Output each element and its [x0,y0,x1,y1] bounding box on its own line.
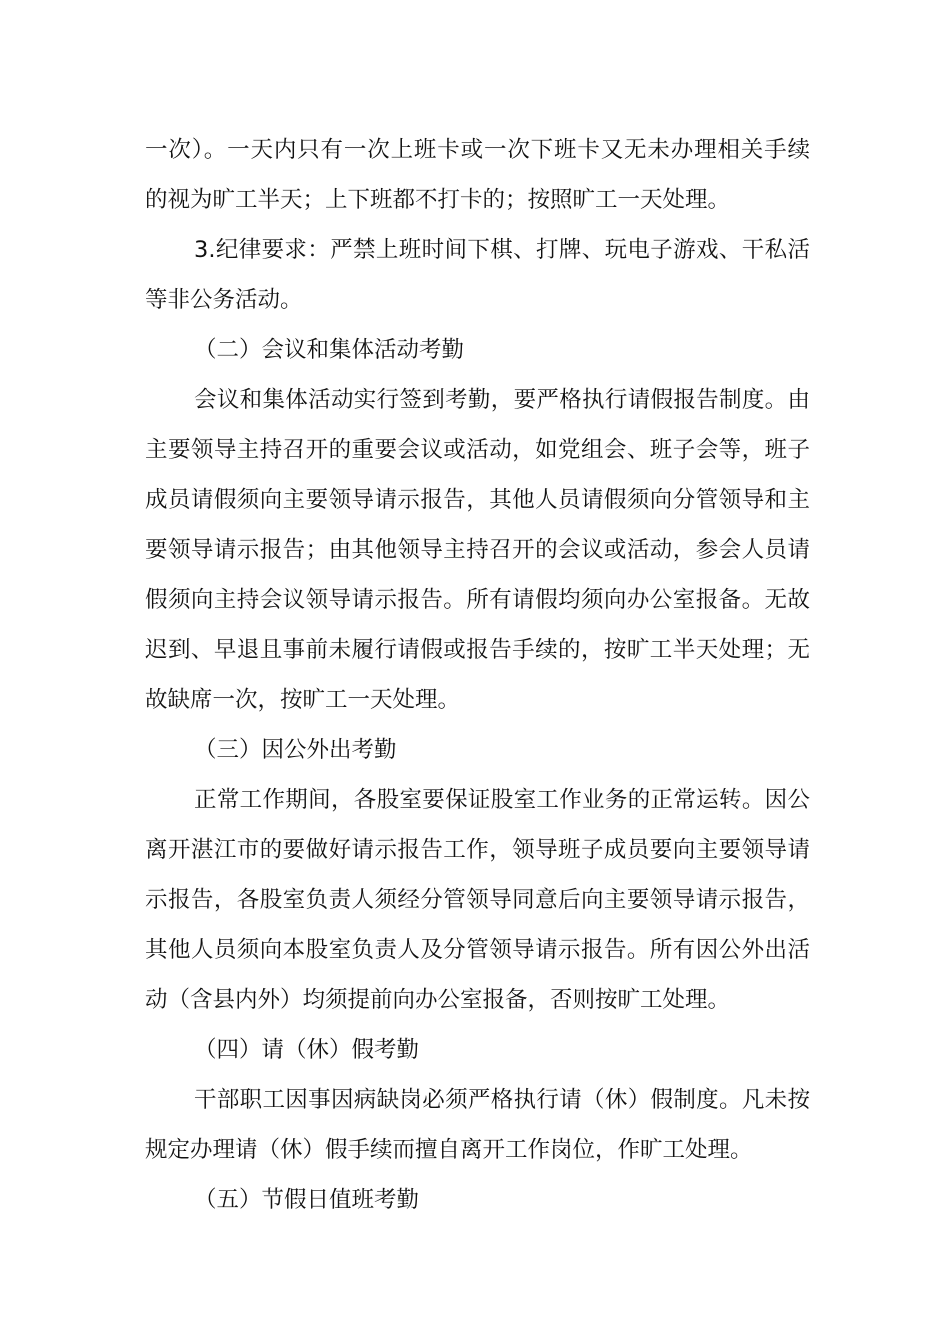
section-heading: （二）会议和集体活动考勤 [194,337,465,363]
text-line: 正常工作期间，各股室要保证股室工作业务的正常运转。因公 [194,787,810,813]
text-line: 3.纪律要求：严禁上班时间下棋、打牌、玩电子游戏、干私活 [194,237,810,263]
text-line: 等非公务活动。 [145,287,303,313]
text-line: 规定办理请（休）假手续而擅自离开工作岗位，作旷工处理。 [145,1137,753,1163]
section-heading: （三）因公外出考勤 [194,737,397,763]
section-heading: （四）请（休）假考勤 [194,1037,420,1063]
text-line: 成员请假须向主要领导请示报告，其他人员请假须向分管领导和主 [145,487,810,513]
text-line: 会议和集体活动实行签到考勤，要严格执行请假报告制度。由 [194,387,810,413]
text-line: 干部职工因事因病缺岗必须严格执行请（休）假制度。凡未按 [194,1087,810,1113]
text-line: 的视为旷工半天；上下班都不打卡的；按照旷工一天处理。 [145,187,731,213]
text-line: 迟到、早退且事前未履行请假或报告手续的，按旷工半天处理；无 [145,637,810,663]
text-line: 其他人员须向本股室负责人及分管领导请示报告。所有因公外出活 [145,937,810,963]
section-heading: （五）节假日值班考勤 [194,1187,420,1213]
text-line: 假须向主持会议领导请示报告。所有请假均须向办公室报备。无故 [145,587,810,613]
text-line: 动（含县内外）均须提前向办公室报备，否则按旷工处理。 [145,987,731,1013]
text-line: 故缺席一次，按旷工一天处理。 [145,687,461,713]
text-line: 要领导请示报告；由其他领导主持召开的会议或活动，参会人员请 [145,537,810,563]
text-line: 离开湛江市的要做好请示报告工作，领导班子成员要向主要领导请 [145,837,810,863]
text-line: 示报告，各股室负责人须经分管领导同意后向主要领导请示报告， [145,887,810,913]
text-line: 主要领导主持召开的重要会议或活动，如党组会、班子会等，班子 [145,437,810,463]
text-line: 一次）。一天内只有一次上班卡或一次下班卡又无未办理相关手续 [145,137,810,163]
